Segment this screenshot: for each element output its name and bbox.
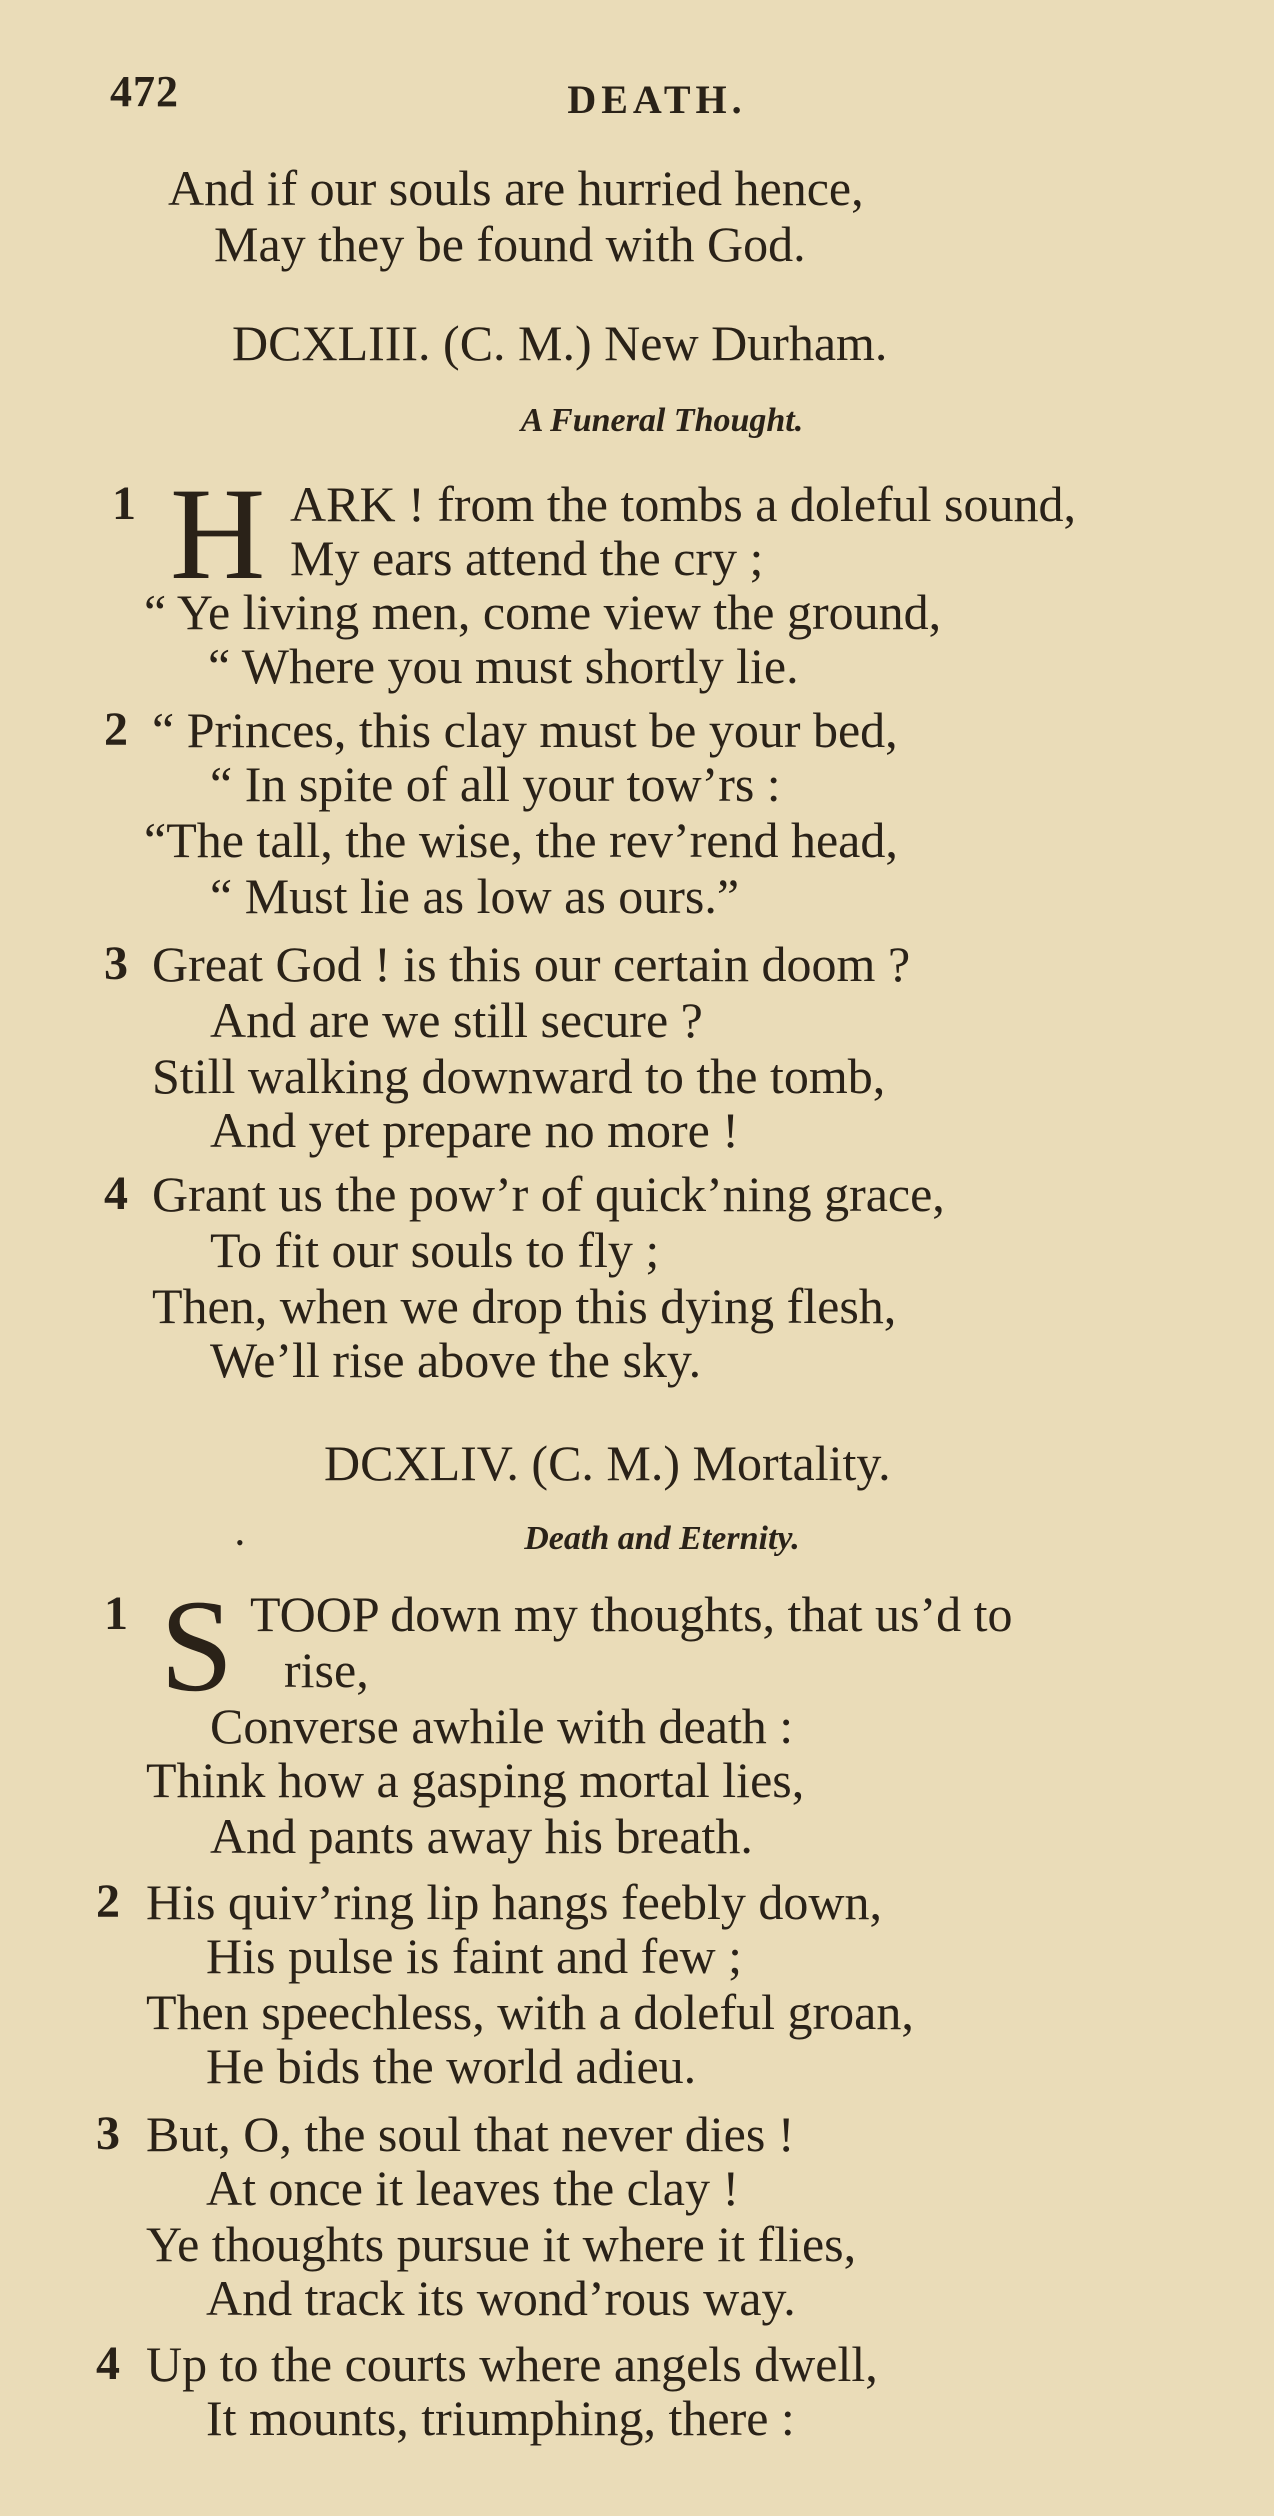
verse-line: Then, when we drop this dying flesh, [152, 1278, 897, 1334]
verse-line: He bids the world adieu. [206, 2038, 697, 2094]
verse-line: His pulse is faint and few ; [206, 1928, 743, 1984]
continuation-line: And if our souls are hurried hence, [168, 160, 864, 216]
verse-line: Great God ! is this our certain doom ? [152, 936, 911, 992]
verse-line: Think how a gasping mortal lies, [146, 1752, 805, 1808]
verse-line: Grant us the pow’r of quick’ning grace, [152, 1166, 945, 1222]
verse-line: rise, [284, 1642, 369, 1698]
verse-line: ARK ! from the tombs a doleful sound, [290, 476, 1077, 532]
verse-line: TOOP down my thoughts, that us’d to [250, 1586, 1013, 1642]
hymn-subtitle: Death and Eternity. [524, 1520, 800, 1557]
verse-line: Converse awhile with death : [210, 1698, 794, 1754]
running-title: DEATH. [567, 77, 747, 122]
page-number: 472 [110, 67, 179, 116]
verse-line: Then speechless, with a doleful groan, [146, 1984, 914, 2040]
verse-line: “ Ye living men, come view the ground, [144, 584, 942, 640]
drop-cap: S [160, 1572, 234, 1719]
verse-line: “The tall, the wise, the rev’rend head, [144, 812, 898, 868]
verse-line: “ Where you must shortly lie. [208, 638, 799, 694]
verse-line: Ye thoughts pursue it where it flies, [146, 2216, 857, 2272]
stanza-number: 2 [104, 703, 128, 756]
verse-line: And pants away his breath. [210, 1808, 753, 1864]
stanza-number: 3 [104, 937, 128, 990]
verse-line: And track its wond’rous way. [206, 2270, 796, 2326]
verse-line: My ears attend the cry ; [290, 530, 764, 586]
hymn-heading: DCXLIII. (C. M.) New Durham. [232, 315, 888, 371]
stanza-number: 2 [96, 1875, 120, 1928]
ink-mark: • [236, 1530, 244, 1555]
verse-line: “ Must lie as low as ours.” [210, 868, 740, 924]
hymn-subtitle: A Funeral Thought. [520, 402, 804, 439]
verse-line: Up to the courts where angels dwell, [146, 2336, 878, 2392]
stanza-number: 1 [104, 1587, 128, 1640]
verse-line: It mounts, triumphing, there : [206, 2390, 795, 2446]
verse-line: Still walking downward to the tomb, [152, 1048, 886, 1104]
verse-line: We’ll rise above the sky. [210, 1332, 702, 1388]
continuation-line: May they be found with God. [214, 216, 806, 272]
stanza-number: 1 [112, 477, 136, 530]
verse-line: And are we still secure ? [210, 992, 703, 1048]
hymn-heading: DCXLIV. (C. M.) Mortality. [324, 1435, 891, 1491]
drop-cap: H [170, 460, 266, 607]
verse-line: “ Princes, this clay must be your bed, [152, 702, 898, 758]
stanza-number: 4 [104, 1167, 128, 1220]
verse-line: But, O, the soul that never dies ! [146, 2106, 795, 2162]
stanza-number: 3 [96, 2107, 120, 2160]
stanza-number: 4 [96, 2337, 120, 2390]
verse-line: His quiv’ring lip hangs feebly down, [146, 1874, 883, 1930]
verse-line: “ In spite of all your tow’rs : [210, 756, 781, 812]
verse-line: To fit our souls to fly ; [210, 1222, 660, 1278]
verse-line: And yet prepare no more ! [210, 1102, 739, 1158]
verse-line: At once it leaves the clay ! [206, 2160, 740, 2216]
